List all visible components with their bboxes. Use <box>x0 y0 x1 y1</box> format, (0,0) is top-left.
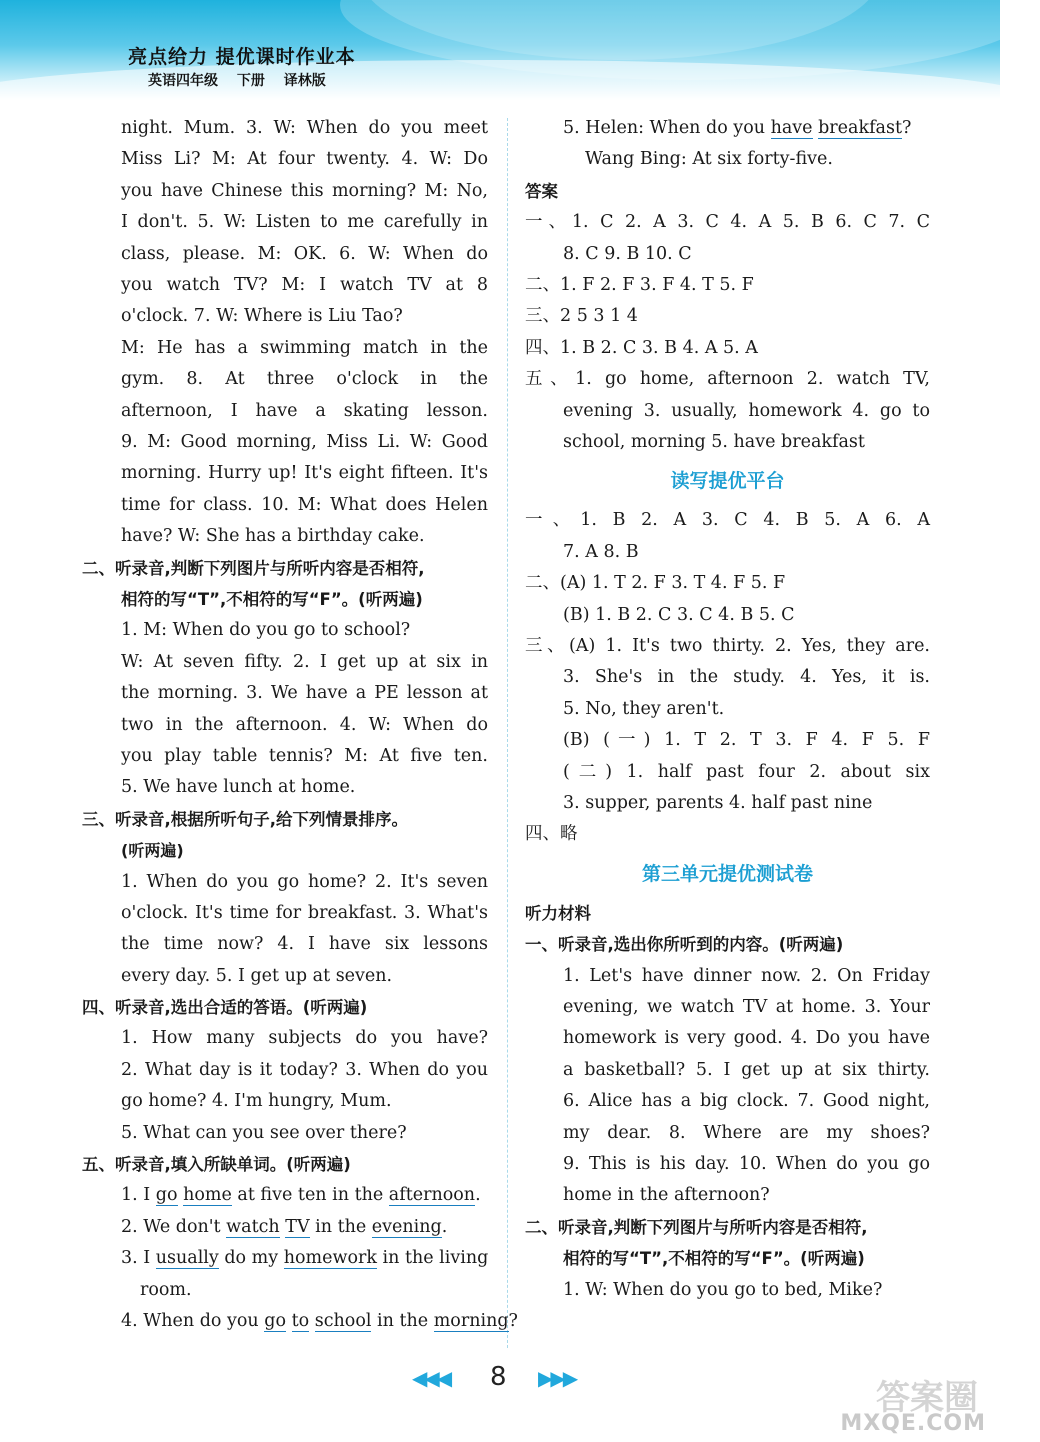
answer-word: watch <box>226 1216 280 1237</box>
answer-line: 8. C 9. B 10. C <box>563 243 692 264</box>
answer-line: 一、1. C 2. A 3. C 4. A 5. B 6. C 7. C <box>525 212 930 233</box>
answer-word: TV <box>285 1216 310 1237</box>
section-heading: 二、听录音,判断下列图片与所听内容是否相符, <box>525 1217 868 1237</box>
text-line: W: At seven fifty. 2. I get up at six in <box>121 651 488 672</box>
left-column <box>82 113 518 1338</box>
text-line: time for class. 10. M: What does Helen <box>121 494 488 515</box>
text-line: afternoon, I have a skating lesson. <box>121 400 488 421</box>
text-line: 2. What day is it today? 3. When do you <box>121 1059 488 1080</box>
answer-line: 三、2 5 3 1 4 <box>525 306 638 327</box>
answer-line: 3. supper, parents 4. half past nine <box>563 793 873 813</box>
text-line: I don't. 5. W: Listen to me carefully in <box>121 212 488 233</box>
answer-word: evening <box>371 1216 442 1237</box>
answer-line: (B) (一) 1. T 2. T 3. F 4. F 5. F <box>563 730 930 751</box>
text-line: gym. 8. At three o'clock in the <box>121 369 488 390</box>
section-heading: 听力材料 <box>525 903 591 923</box>
answer-word: to <box>291 1311 310 1332</box>
watermark-logo: 答案圈 <box>876 1378 978 1418</box>
answer-word: school <box>314 1311 372 1332</box>
fill-blank-line: 5. Helen: When do you have breakfast? <box>563 118 912 138</box>
text-line: 6. Alice has a big clock. 7. Good night, <box>563 1091 930 1112</box>
answer-line: evening 3. usually, homework 4. go to <box>563 400 930 421</box>
section-heading: 相符的写“T”,不相符的写“F”。(听两遍) <box>121 589 423 609</box>
page-number: 8 <box>490 1362 507 1392</box>
watermark-site: MXQE.COM <box>840 1411 986 1436</box>
text-line: 1. When do you go home? 2. It's seven <box>121 871 488 892</box>
right-column <box>525 113 930 1306</box>
answer-word: home <box>183 1185 232 1206</box>
answer-word: have <box>770 118 813 138</box>
text-line: home in the afternoon? <box>563 1185 770 1206</box>
text-line: 1. Let's have dinner now. 2. On Friday <box>563 965 930 986</box>
text-line: a basketball? 5. I get up at six thirty. <box>563 1059 930 1080</box>
text-line: Miss Li? M: At four twenty. 4. W: Do <box>121 149 488 170</box>
answer-line: (二) 1. half past four 2. about six <box>563 761 930 782</box>
answer-line: 二、(A) 1. T 2. F 3. T 4. F 5. F <box>525 573 786 594</box>
text-line: o'clock. 7. W: Where is Liu Tao? <box>121 306 403 327</box>
section-heading: 二、听录音,判断下列图片与所听内容是否相符, <box>82 558 425 578</box>
text-line: you have Chinese this morning? M: No, <box>121 180 488 201</box>
answer-line: 5. No, they aren't. <box>563 698 725 719</box>
answer-line: 五、1. go home, afternoon 2. watch TV, <box>525 369 930 390</box>
answer-word: homework <box>283 1248 377 1269</box>
text-line: have? W: She has a birthday cake. <box>121 526 425 547</box>
section-title: 第三单元提优测试卷 <box>641 862 813 885</box>
watermark <box>806 1370 986 1438</box>
text-line: M: He has a swimming match in the <box>121 337 488 358</box>
book-subtitle: 英语四年级 下册 译林版 <box>148 73 326 89</box>
answer-line: 四、1. B 2. C 3. B 4. A 5. A <box>525 337 758 358</box>
text-line: morning. Hurry up! It's eight fifteen. It's <box>121 463 488 484</box>
text-line: 9. This is his day. 10. When do you go <box>563 1153 930 1174</box>
text-line: class, please. M: OK. 6. W: When do <box>121 243 488 264</box>
text-line: night. Mum. 3. W: When do you meet <box>121 118 488 138</box>
answer-line: school, morning 5. have breakfast <box>563 432 865 453</box>
section-heading: 四、听录音,选出合适的答语。(听两遍) <box>82 998 368 1018</box>
fill-blank-line: 2. We don't watch TV in the evening. <box>121 1216 448 1237</box>
answer-line: 一、1. B 2. A 3. C 4. B 5. A 6. A <box>525 510 930 531</box>
answer-line: 3. She's in the study. 4. Yes, it is. <box>563 667 930 688</box>
text-line: 5. We have lunch at home. <box>121 777 356 798</box>
text-line: evening, we watch TV at home. 3. Your <box>563 997 930 1018</box>
text-line: 1. W: When do you go to bed, Mike? <box>563 1279 883 1300</box>
text-line: homework is very good. 4. Do you have <box>563 1028 930 1049</box>
column-divider <box>507 118 508 1348</box>
answer-word: afternoon <box>388 1185 476 1206</box>
text-line: you watch TV? M: I watch TV at 8 <box>121 274 488 295</box>
answer-word: breakfast <box>818 118 902 138</box>
answer-line: 7. A 8. B <box>563 541 639 562</box>
answer-line: 三、(A) 1. It's two thirty. 2. Yes, they are. <box>525 636 930 657</box>
answer-word: go <box>155 1185 178 1206</box>
text-line: 9. M: Good morning, Miss Li. W: Good <box>121 431 488 452</box>
answer-word: morning <box>433 1311 509 1332</box>
answer-line: 四、略 <box>525 824 578 845</box>
text-line: 1. How many subjects do you have? <box>121 1028 488 1049</box>
fill-blank-line: 4. When do you go to school in the morning? <box>121 1311 518 1332</box>
text-line: the time now? 4. I have six lessons <box>121 934 488 955</box>
prev-page-arrows-icon[interactable]: ◀◀◀ <box>412 1366 450 1390</box>
section-note: (听两遍) <box>121 841 184 861</box>
text-line: two in the afternoon. 4. W: When do <box>121 714 488 735</box>
book-title: 亮点给力 提优课时作业本 <box>128 46 356 68</box>
text-line: you play table tennis? M: At five ten. <box>121 745 488 766</box>
answer-line: 二、1. F 2. F 3. F 4. T 5. F <box>525 275 754 296</box>
section-heading: 相符的写“T”,不相符的写“F”。(听两遍) <box>563 1249 865 1269</box>
fill-blank-line: 1. I go home at five ten in the afternoon. <box>121 1185 481 1206</box>
text-line: the morning. 3. We have a PE lesson at <box>121 683 488 704</box>
fill-blank-line: 3. I usually do my homework in the living <box>121 1248 489 1269</box>
section-heading: 一、听录音,选出你所听到的内容。(听两遍) <box>525 935 844 955</box>
text-line: 5. What can you see over there? <box>121 1122 407 1143</box>
section-heading: 五、听录音,填入所缺单词。(听两遍) <box>82 1155 351 1175</box>
text-line: o'clock. It's time for breakfast. 3. What's <box>121 902 488 923</box>
answer-word: usually <box>155 1248 219 1269</box>
answer-word: go <box>264 1311 287 1332</box>
text-line: every day. 5. I get up at seven. <box>121 965 393 986</box>
next-page-arrows-icon[interactable]: ▶▶▶ <box>538 1366 576 1390</box>
page-header <box>0 0 1000 100</box>
fill-blank-line: room. <box>140 1279 192 1300</box>
answers-label: 答案 <box>525 181 558 201</box>
text-line: 1. M: When do you go to school? <box>121 620 411 641</box>
section-heading: 三、听录音,根据所听句子,给下列情景排序。 <box>82 809 409 829</box>
text-line: my dear. 8. Where are my shoes? <box>563 1122 930 1143</box>
text-line: go home? 4. I'm hungry, Mum. <box>121 1091 392 1112</box>
answer-line: (B) 1. B 2. C 3. C 4. B 5. C <box>563 604 795 625</box>
text-line: Wang Bing: At six forty-five. <box>585 149 833 170</box>
section-title: 读写提优平台 <box>670 470 785 493</box>
